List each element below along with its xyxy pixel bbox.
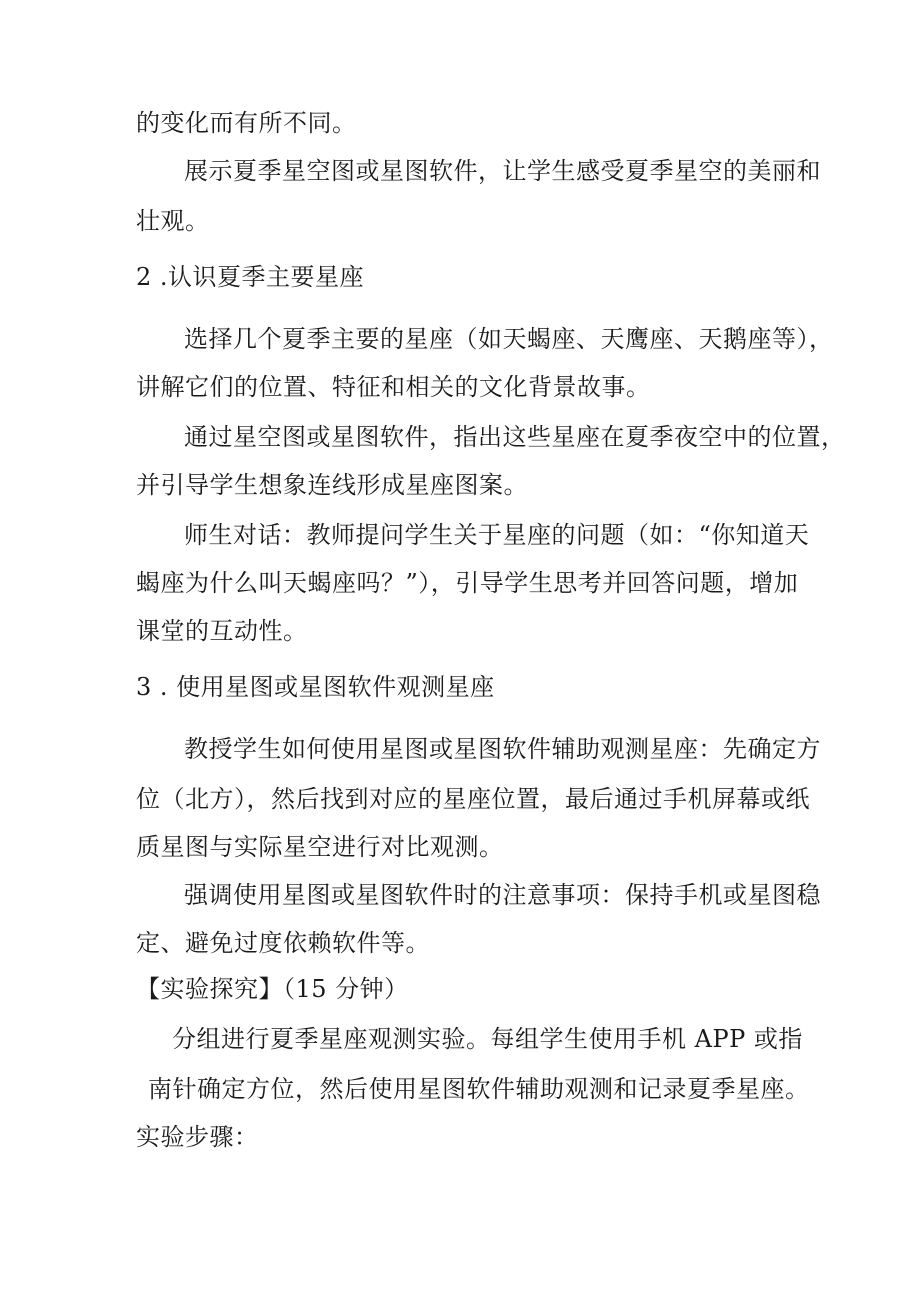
paragraph-line: 展示夏季星空图或星图软件，让学生感受夏季星空的美丽和 [184,157,821,185]
paragraph-line: 通过星空图或星图软件，指出这些星座在夏季夜空中的位置， [184,423,846,451]
text-line: 并引导学生想象连线形成星座图案。 [136,471,528,499]
text-line: 讲解它们的位置、特征和相关的文化背景故事。 [136,373,651,401]
section-heading: 3 . 使用星图或星图软件观测星座 [136,673,495,701]
paragraph-line: 教授学生如何使用星图或星图软件辅助观测星座：先确定方 [184,735,821,763]
section-heading: 【实验探究】（15 分钟） [136,975,409,1003]
paragraph-line: 强调使用星图或星图软件时的注意事项：保持手机或星图稳 [184,881,821,909]
text-line: 实验步骤： [136,1123,259,1151]
text-line: 位（北方），然后找到对应的星座位置，最后通过手机屏幕或纸 [136,785,810,813]
text-line: 蝎座为什么叫天蝎座吗？”），引导学生思考并回答问题，增加 [136,569,799,597]
text-line: 的变化而有所不同。 [136,109,357,137]
paragraph-line: 分组进行夏季星座观测实验。每组学生使用手机 APP 或指 [172,1025,803,1053]
text-line: 定、避免过度依赖软件等。 [136,929,430,957]
text-line: 课堂的互动性。 [136,617,308,645]
paragraph-line: 师生对话：教师提问学生关于星座的问题（如：“你知道天 [184,521,810,549]
section-heading: 2 .认识夏季主要星座 [136,263,365,291]
paragraph-line: 选择几个夏季主要的星座（如天蝎座、天鹰座、天鹅座等）， [184,325,834,353]
text-line: 南针确定方位，然后使用星图软件辅助观测和记录夏季星座。 [148,1075,810,1103]
text-line: 质星图与实际星空进行对比观测。 [136,833,504,861]
text-line: 壮观。 [136,207,210,235]
